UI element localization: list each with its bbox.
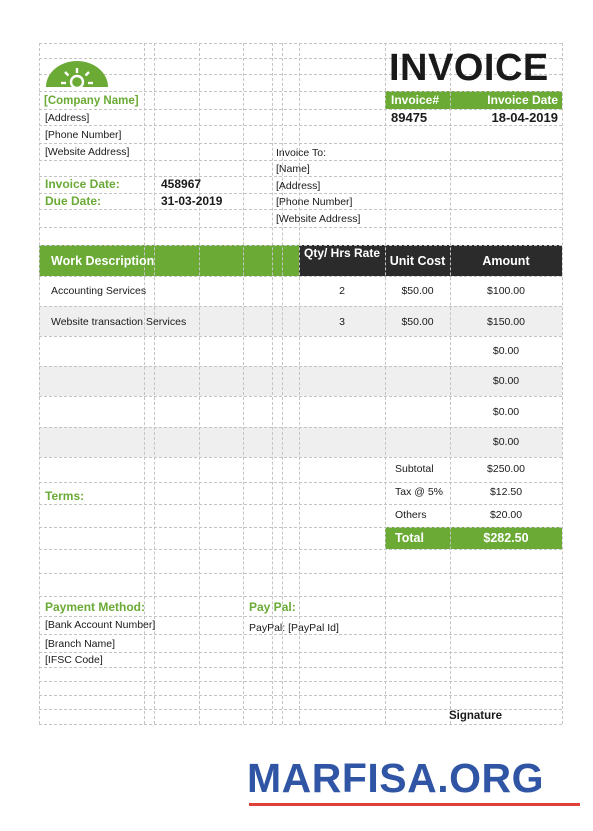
branch-name: [Branch Name]	[45, 638, 116, 650]
ifsc-code: [IFSC Code]	[45, 654, 103, 666]
row-unit-cost: $50.00	[401, 316, 434, 328]
invoice-date-field-label: Invoice Date:	[45, 177, 120, 191]
tax-label: Tax @ 5%	[395, 486, 444, 498]
bill-to-phone: [Phone Number]	[276, 196, 353, 208]
row-amount: $150.00	[487, 316, 525, 328]
watermark-logo: MARFISA.ORG	[247, 755, 545, 801]
total-label: Total	[395, 531, 424, 545]
invoice-number-value: 89475	[391, 110, 428, 125]
signature-label: Signature	[449, 710, 503, 722]
watermark-underline	[249, 803, 580, 806]
row-amount: $100.00	[487, 285, 525, 297]
row-amount: $0.00	[492, 375, 520, 387]
gear-sun-logo-icon	[44, 57, 110, 89]
invoice-sheet	[39, 43, 562, 724]
header-work-description: Work Description	[51, 254, 155, 268]
due-date-label: Due Date:	[45, 194, 102, 208]
bill-to-name: [Name]	[276, 163, 310, 175]
company-website: [Website Address]	[45, 146, 130, 158]
row-amount: $0.00	[492, 406, 520, 418]
due-date-value: 31-03-2019	[161, 194, 223, 208]
row-qty: 2	[339, 285, 345, 297]
row-description: Accounting Services	[51, 285, 147, 297]
total-value: $282.50	[483, 531, 529, 545]
invoice-title: INVOICE	[389, 47, 549, 89]
paypal-id: PayPal: [PayPal Id]	[249, 622, 339, 634]
subtotal-label: Subtotal	[395, 463, 434, 475]
invoice-to-label: Invoice To:	[276, 147, 327, 159]
tax-value: $12.50	[489, 486, 523, 498]
invoice-number-label: Invoice#	[391, 93, 440, 107]
bank-account: [Bank Account Number]	[45, 619, 156, 631]
header-amount: Amount	[482, 254, 530, 268]
bill-to-address: [Address]	[276, 180, 321, 192]
bill-to-website: [Website Address]	[276, 213, 361, 225]
header-qty-rate: Qty/ Hrs Rate	[303, 246, 381, 260]
invoice-date-label: Invoice Date	[487, 93, 558, 107]
row-amount: $0.00	[492, 345, 520, 357]
row-amount: $0.00	[492, 436, 520, 448]
header-unit-cost: Unit Cost	[389, 254, 446, 268]
invoice-date-value: 18-04-2019	[491, 110, 558, 125]
company-address: [Address]	[45, 112, 90, 124]
others-value: $20.00	[489, 509, 523, 521]
company-name: [Company Name]	[44, 95, 139, 107]
row-description: Website transaction Services	[51, 316, 187, 328]
row-qty: 3	[339, 316, 345, 328]
row-unit-cost: $50.00	[401, 285, 434, 297]
invoice-date-field-value: 458967	[161, 177, 202, 191]
subtotal-value: $250.00	[487, 463, 525, 475]
terms-label: Terms:	[45, 489, 85, 503]
paypal-label: Pay Pal:	[249, 600, 296, 614]
others-label: Others	[395, 509, 427, 521]
company-phone: [Phone Number]	[45, 129, 122, 141]
payment-method-label: Payment Method:	[45, 600, 146, 614]
